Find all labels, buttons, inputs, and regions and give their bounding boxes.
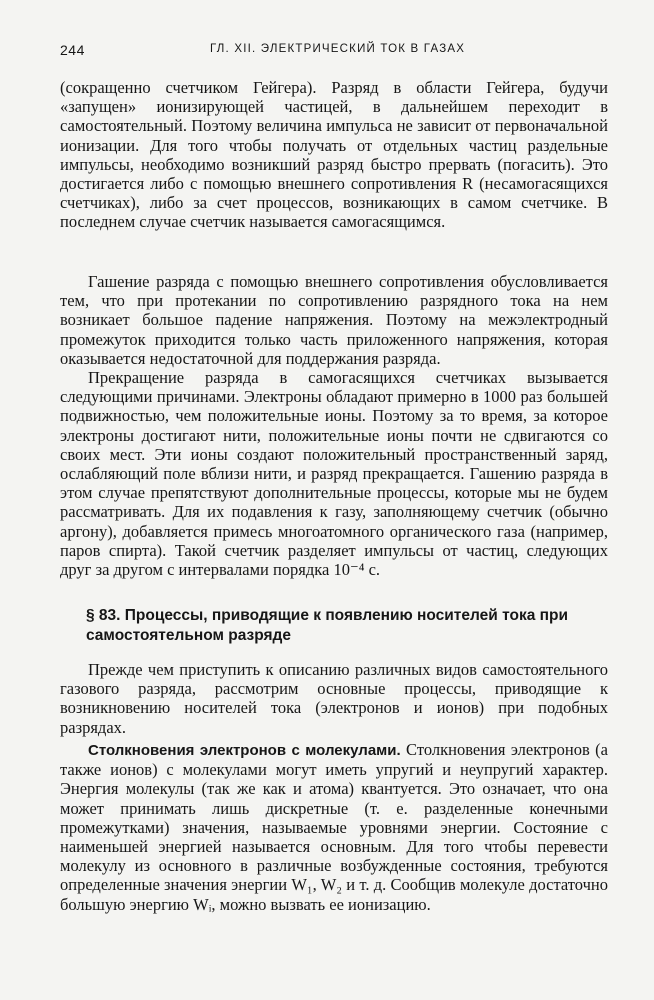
paragraph-5-body: Столкновения электронов (а также ионов) с молекулами могут иметь упругий и неупругий характер. Энергия молекулы (так же как и атома) квантуется. Это означает, что она может принимать лишь дискретные (т. е. разделенные конечными промежутками) значения, называемые уровнями энергии. Состояние с наименьшей энергией называется основным. Для того чтобы перевести молекулу из основного в различные возбужденные состояния, требуются определенные значения энергии W₁, W₂ и т. д. Сообщив молекуле достаточно большую энергию Wᵢ, можно вызвать ее ионизацию. (60, 740, 608, 914)
paragraph-external-resistance (60, 272, 608, 368)
paragraph-intro (60, 660, 608, 737)
paragraph-self-quenching (60, 368, 608, 579)
section-heading: § 83. Процессы, приводящие к появлению носителей тока при самостоятельном разряде (86, 607, 568, 644)
paragraph-5 (60, 740, 608, 914)
page-header (60, 42, 608, 62)
paragraph-5-run-in-head: Столкновения электронов с молекулами. (88, 742, 401, 759)
paragraph-3: Прекращение разряда в самогасящихся счетчиках вызывается следующими причинами. Электроны обладают примерно в 1000 раз большей подвижностью, чем положительные ионы. Поэтому за то время, за которое электроны достигают нити, положительные ионы почти не сдвигаются со своих мест. Эти ионы создают положительный пространственный заряд, ослабляющий поле вблизи нити, и разряд прекращается. Гашению разряда в этом случае препятствуют дополнительные процессы, которые мы не будем рассматривать. Для их подавления к газу, заполняющему счетчик (обычно аргону), добавляется примесь многоатомного органического газа (например, паров спирта). Такой счетчик разделяет импульсы от частиц, следующих друг за другом с интервалами порядка 10⁻⁴ с. (60, 368, 608, 580)
paragraph-1: (сокращенно счетчиком Гейгера). Разряд в области Гейгера, будучи «запущен» ионизирующей частицей, в дальнейшем переходит в самостоятельный. Поэтому величина импульса не зависит от первоначальной ионизации. Для того чтобы получать от отдельных частиц раздельные импульсы, необходимо возникший разряд быстро прервать (погасить). Это достигается либо с помощью внешнего сопротивления R (несамогасящихся счетчиках), либо за счет процессов, возникающих в самом счетчике. В последнем случае счетчик называется самогасящимся. (60, 78, 608, 232)
page-number: 244 (60, 42, 85, 58)
paragraph-4: Прежде чем приступить к описанию различных видов самостоятельного газового разряда, рассмотрим основные процессы, приводящие к возникновению носителей тока (электронов и ионов) при подобных разрядах. (60, 660, 608, 737)
paragraph-2: Гашение разряда с помощью внешнего сопротивления обусловливается тем, что при протекании по сопротивлению разрядного тока на нем возникает большое падение напряжения. Поэтому на межэлектродный промежуток приходится только часть приложенного напряжения, которая оказывается недостаточной для поддержания разряда. (60, 272, 608, 368)
running-head: ГЛ. XII. ЭЛЕКТРИЧЕСКИЙ ТОК В ГАЗАХ (210, 43, 466, 55)
paragraph-collisions (60, 740, 608, 914)
paragraph-geiger-counter (60, 78, 608, 232)
